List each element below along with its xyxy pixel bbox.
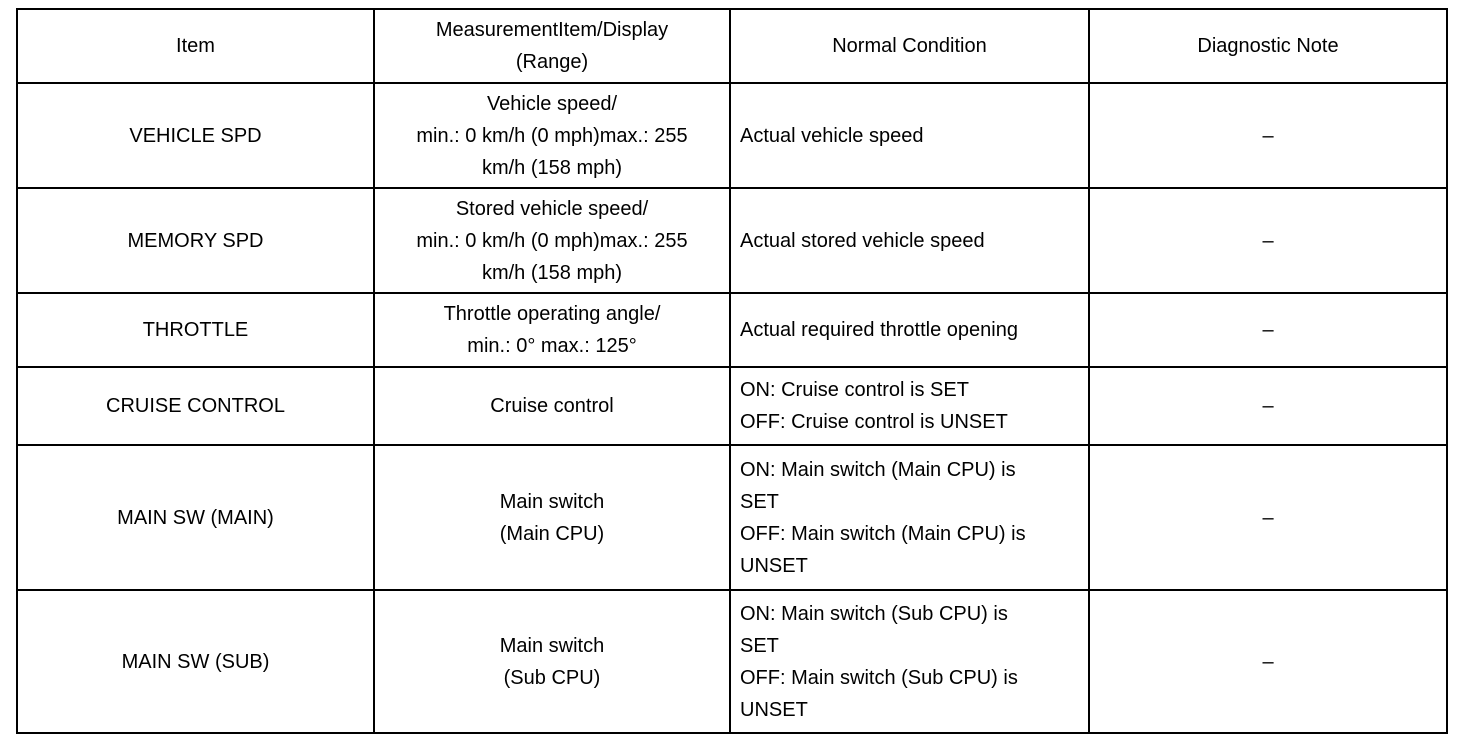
cell-item: CRUISE CONTROL xyxy=(17,367,374,445)
column-header-normal-condition: Normal Condition xyxy=(730,9,1089,83)
cell-normal-condition: ON: Main switch (Sub CPU) is SET OFF: Main switch (Sub CPU) is UNSET xyxy=(730,590,1089,733)
cell-diagnostic-note: – xyxy=(1089,188,1447,293)
cell-item: MAIN SW (MAIN) xyxy=(17,445,374,590)
cell-normal-condition: Actual stored vehicle speed xyxy=(730,188,1089,293)
cell-item: MEMORY SPD xyxy=(17,188,374,293)
cell-normal-condition: Actual required throttle opening xyxy=(730,293,1089,367)
cell-measurement: Cruise control xyxy=(374,367,730,445)
column-header-measurement: MeasurementItem/Display (Range) xyxy=(374,9,730,83)
column-header-diagnostic-note: Diagnostic Note xyxy=(1089,9,1447,83)
cell-normal-condition: ON: Main switch (Main CPU) is SET OFF: Main switch (Main CPU) is UNSET xyxy=(730,445,1089,590)
column-header-item: Item xyxy=(17,9,374,83)
cell-normal-condition: ON: Cruise control is SET OFF: Cruise control is UNSET xyxy=(730,367,1089,445)
cell-measurement: Main switch (Main CPU) xyxy=(374,445,730,590)
table-row xyxy=(17,293,1447,367)
data-monitor-table xyxy=(16,8,1448,734)
cell-diagnostic-note: – xyxy=(1089,590,1447,733)
cell-measurement: Vehicle speed/ min.: 0 km/h (0 mph)max.: 255 km/h (158 mph) xyxy=(374,83,730,188)
table-row xyxy=(17,445,1447,590)
table-row xyxy=(17,188,1447,293)
cell-diagnostic-note: – xyxy=(1089,293,1447,367)
table-row xyxy=(17,590,1447,733)
cell-diagnostic-note: – xyxy=(1089,367,1447,445)
cell-item: THROTTLE xyxy=(17,293,374,367)
cell-normal-condition: Actual vehicle speed xyxy=(730,83,1089,188)
table-header-row xyxy=(17,9,1447,83)
cell-diagnostic-note: – xyxy=(1089,445,1447,590)
cell-item: VEHICLE SPD xyxy=(17,83,374,188)
cell-diagnostic-note: – xyxy=(1089,83,1447,188)
cell-measurement: Stored vehicle speed/ min.: 0 km/h (0 mph)max.: 255 km/h (158 mph) xyxy=(374,188,730,293)
table-row xyxy=(17,83,1447,188)
cell-measurement: Throttle operating angle/ min.: 0° max.: 125° xyxy=(374,293,730,367)
cell-item: MAIN SW (SUB) xyxy=(17,590,374,733)
cell-measurement: Main switch (Sub CPU) xyxy=(374,590,730,733)
table-row xyxy=(17,367,1447,445)
